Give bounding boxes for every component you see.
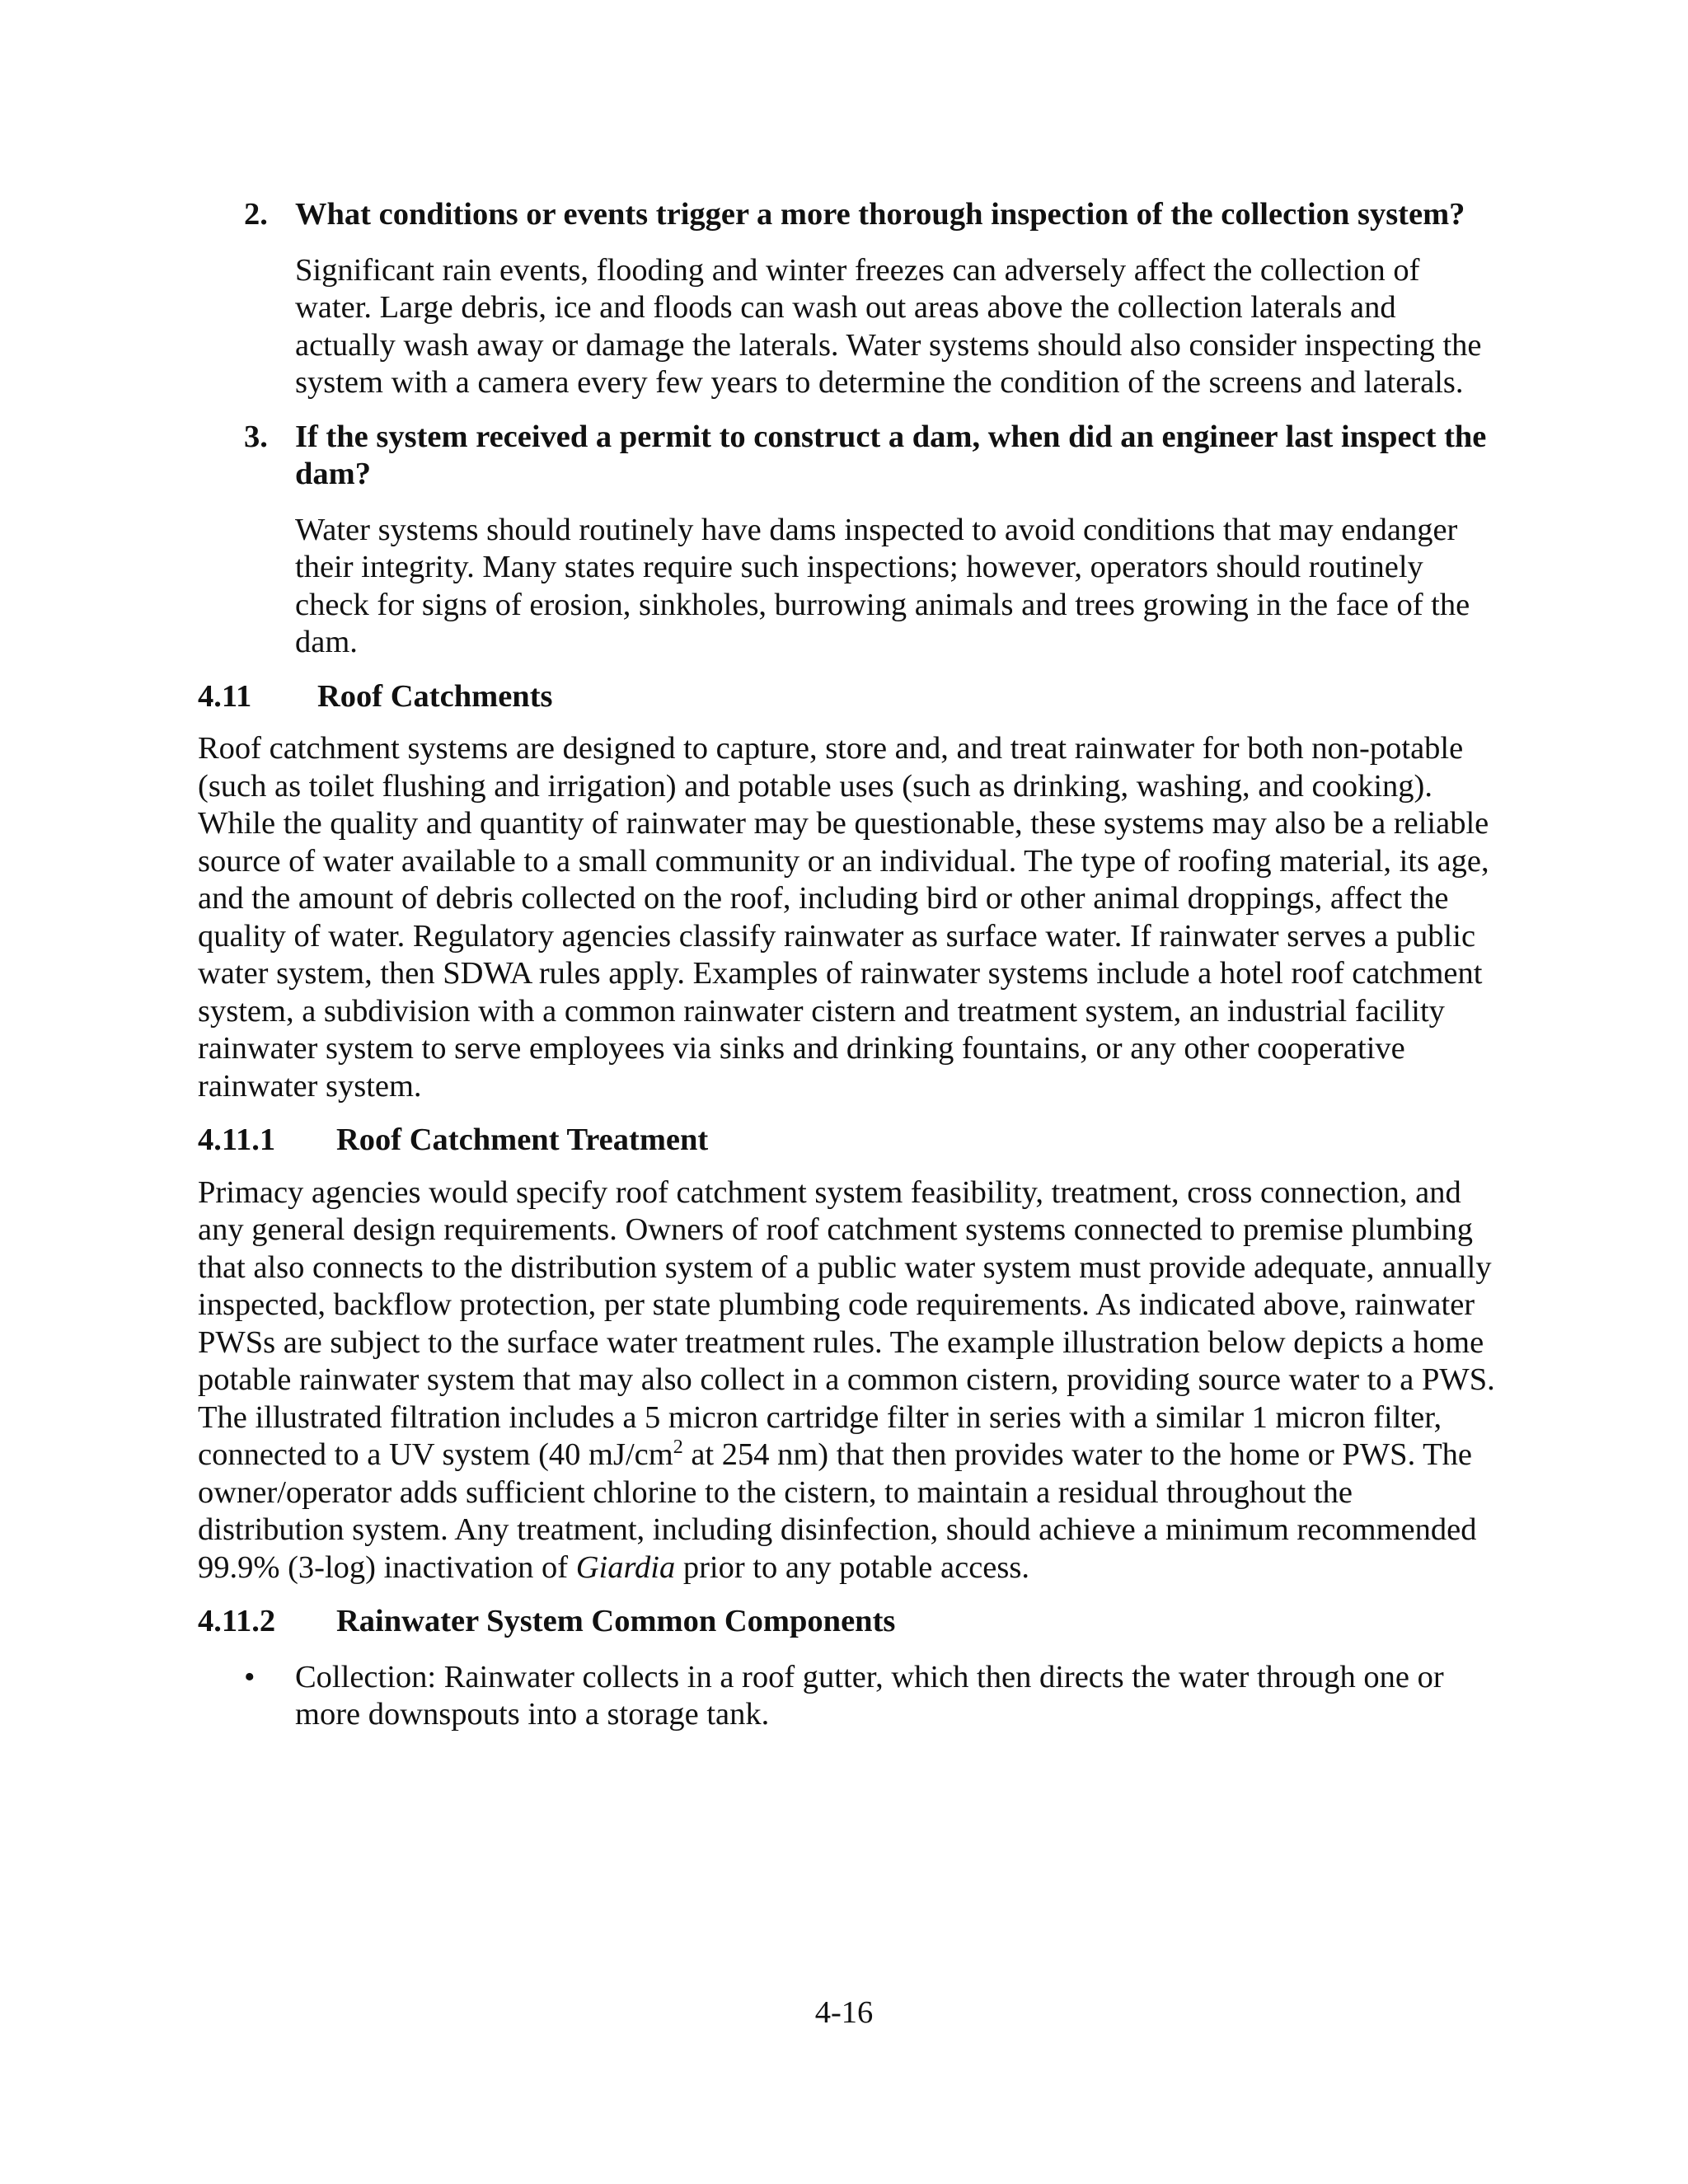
section-heading-4-11-2 bbox=[198, 1603, 1500, 1641]
section-4-11-1-paragraph bbox=[198, 1174, 1500, 1587]
list-item-text: Collection: Rainwater collects in a roof gutter, which then directs the water through one or more downspouts into a storage tank. bbox=[295, 1659, 1444, 1732]
section-heading-4-11 bbox=[198, 678, 1500, 716]
section-title: Roof Catchment Treatment bbox=[336, 1122, 709, 1157]
question-2 bbox=[198, 196, 1500, 402]
section-title: Rainwater System Common Components bbox=[336, 1604, 896, 1638]
question-title: If the system received a permit to construct a dam, when did an engineer last inspect the dam? bbox=[295, 419, 1487, 491]
section-heading-4-11-1 bbox=[198, 1122, 1500, 1160]
section-number: 4.11 bbox=[198, 678, 252, 714]
components-list bbox=[198, 1659, 1500, 1734]
italic-term: Giardia bbox=[575, 1549, 676, 1585]
question-answer: Water systems should routinely have dams inspected to avoid conditions that may endanger their integrity. Many states require such inspections; however, operators should routinely check for signs of erosion, sinkholes, burrowing animals and trees growing in the face of the dam. bbox=[295, 512, 1470, 659]
list-item bbox=[198, 1659, 1500, 1734]
document-page bbox=[198, 196, 1500, 1734]
question-title: What conditions or events trigger a more thorough inspection of the collection system? bbox=[295, 197, 1465, 232]
section-4-11-paragraph: Roof catchment systems are designed to capture, store and, and treat rainwater for both non-potable (such as toilet flushing and irrigation) and potable uses (such as drinking, washing, and cooking). While the quality and quantity of rainwater may be questionable, these systems may also be a reliable source of water available to a small community or an individual. The type of roofing material, its age, and the amount of debris collected on the roof, including bird or other animal droppings, affect the quality of water. Regulatory agencies classify rainwater as surface water. If rainwater serves a public water system, then SDWA rules apply. Examples of rainwater systems include a hotel roof catchment system, a subdivision with a common rainwater cistern and treatment system, an industrial facility rainwater system to serve employees via sinks and drinking fountains, or any other cooperative rainwater system. bbox=[198, 731, 1489, 1104]
section-number: 4.11.2 bbox=[198, 1604, 276, 1638]
section-number: 4.11.1 bbox=[198, 1122, 276, 1157]
bullet-icon: • bbox=[244, 1659, 256, 1694]
superscript: 2 bbox=[673, 1436, 683, 1459]
question-number: 3. bbox=[244, 419, 268, 454]
paragraph-text: Primacy agencies would specify roof catchment system feasibility, treatment, cross connection, and any general design requirements. Owners of roof catchment systems connected to premise plumbing that also connects to the distribution system of a public water system must provide adequate, annually inspected, backflow protection, per state plumbing code requirements. As indicated above, rainwater PWSs are subject to the surface water treatment rules. The example illustration below depicts a home potable rainwater system that may also collect in a common cistern, providing source water to a PWS. The illustrated filtration includes a 5 micron cartridge filter in series with a similar 1 micron filter, connected to a UV system (40 mJ/cm bbox=[198, 1174, 1495, 1472]
page-number: 4-16 bbox=[814, 1995, 874, 2030]
question-answer: Significant rain events, flooding and winter freezes can adversely affect the collection of water. Large debris, ice and floods can wash out areas above the collection laterals and actually wash away or damage the laterals. Water systems should also consider inspecting the system with a camera every few years to determine the condition of the screens and laterals. bbox=[295, 252, 1482, 400]
paragraph-text: at 254 nm) that then provides water to the home or PWS. The owner/operator adds sufficient chlorine to the cistern, to maintain a residual throughout the distribution system. Any treatment, including disinfection, should achieve a minimum recommended 99.9% (3-log) inactivation of bbox=[198, 1437, 1477, 1585]
section-title: Roof Catchments bbox=[317, 678, 553, 714]
paragraph-text: prior to any potable access. bbox=[675, 1549, 1029, 1585]
question-3 bbox=[198, 419, 1500, 662]
question-number: 2. bbox=[244, 197, 268, 232]
